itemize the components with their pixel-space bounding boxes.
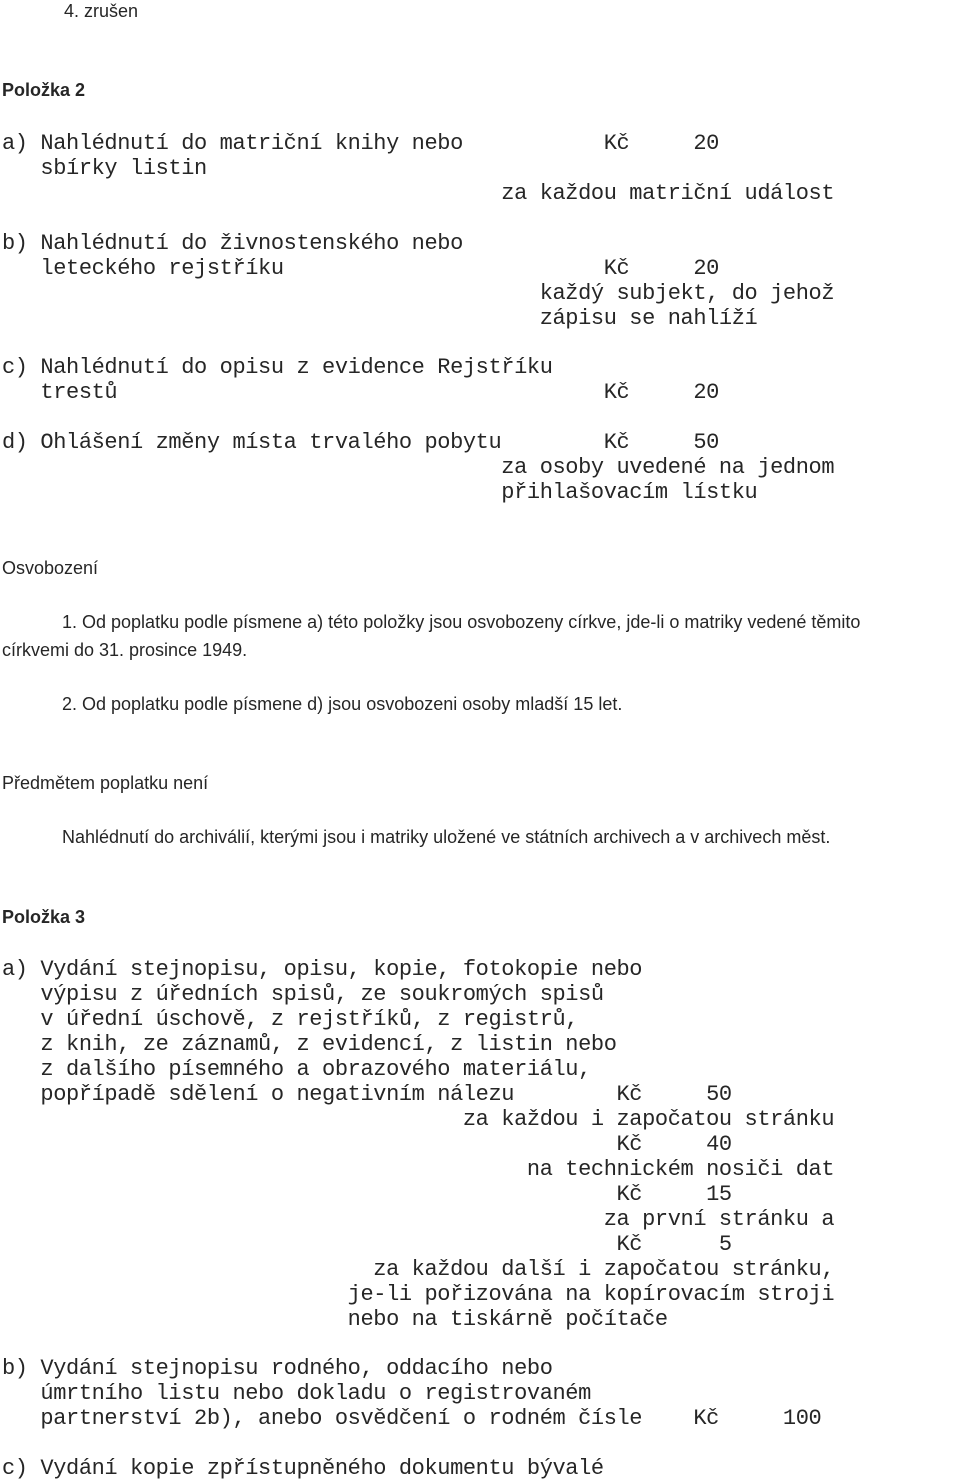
fee-line: za osoby uvedené na jednom [2, 455, 835, 480]
fee-line: sbírky listin [2, 156, 207, 181]
fee-line: nebo na tiskárně počítače [2, 1307, 668, 1332]
polozka-2-heading: Položka 2 [2, 80, 86, 100]
fee-line: za každou i započatou stránku [2, 1107, 835, 1132]
fee-line: za první stránku a [2, 1207, 835, 1232]
fee-line: za každou matriční událost [2, 181, 835, 206]
polozka-3-heading: Položka 3 [2, 907, 86, 927]
fee-line: zápisu se nahlíží [2, 306, 758, 331]
fee-line: Kč 40 [2, 1132, 732, 1157]
fee-line: je-li pořizována na kopírovacím stroji [2, 1282, 835, 1307]
predmetem-heading: Předmětem poplatku není [2, 773, 209, 793]
fee-line: leteckého rejstříku Kč 20 [2, 256, 719, 281]
fee-line: na technickém nosiči dat [2, 1157, 835, 1182]
fee-line: z knih, ze záznamů, z evidencí, z listin nebo [2, 1032, 617, 1057]
fee-line: c) Nahlédnutí do opisu z evidence Rejstříku [2, 355, 553, 380]
fee-line: a) Nahlédnutí do matriční knihy nebo Kč 20 [2, 131, 719, 156]
item-4-cancelled: 4. zrušen [64, 1, 139, 21]
fee-line: trestů Kč 20 [2, 380, 719, 405]
osvobozeni-heading: Osvobození [2, 558, 99, 578]
fee-line: Kč 15 [2, 1182, 732, 1207]
fee-line: d) Ohlášení změny místa trvalého pobytu Kč 50 [2, 430, 719, 455]
fee-line: každý subjekt, do jehož [2, 281, 835, 306]
predmetem-text: Nahlédnutí do archiválií, kterými jsou i matriky uložené ve státních archivech a v archivech měst. [62, 827, 831, 847]
fee-line: úmrtního listu nebo dokladu o registrovaném [2, 1381, 591, 1406]
fee-line: popřípadě sdělení o negativním nálezu Kč 50 [2, 1082, 732, 1107]
exemption-1: 1. Od poplatku podle písmene a) této položky jsou osvobozeny církve, jde-li o matriky vedené těmito [62, 612, 861, 632]
fee-line: výpisu z úředních spisů, ze soukromých spisů [2, 982, 604, 1007]
fee-line: v úřední úschově, z rejstříků, z registrů, [2, 1007, 579, 1032]
fee-line: partnerství 2b), anebo osvědčení o rodném čísle Kč 100 [2, 1406, 822, 1431]
exemption-1-continued: církvemi do 31. prosince 1949. [2, 640, 248, 660]
fee-line: za každou další i započatou stránku, [2, 1257, 835, 1282]
fee-line: b) Vydání stejnopisu rodného, oddacího nebo [2, 1356, 553, 1381]
fee-line: z dalšího písemného a obrazového materiálu, [2, 1057, 591, 1082]
fee-line: přihlašovacím lístku [2, 480, 758, 505]
fee-line: a) Vydání stejnopisu, opisu, kopie, fotokopie nebo [2, 957, 643, 982]
fee-line: Kč 5 [2, 1232, 732, 1257]
fee-line: c) Vydání kopie zpřístupněného dokumentu bývalé [2, 1456, 604, 1481]
fee-line: b) Nahlédnutí do živnostenského nebo [2, 231, 463, 256]
exemption-2: 2. Od poplatku podle písmene d) jsou osvobozeni osoby mladší 15 let. [62, 694, 623, 714]
